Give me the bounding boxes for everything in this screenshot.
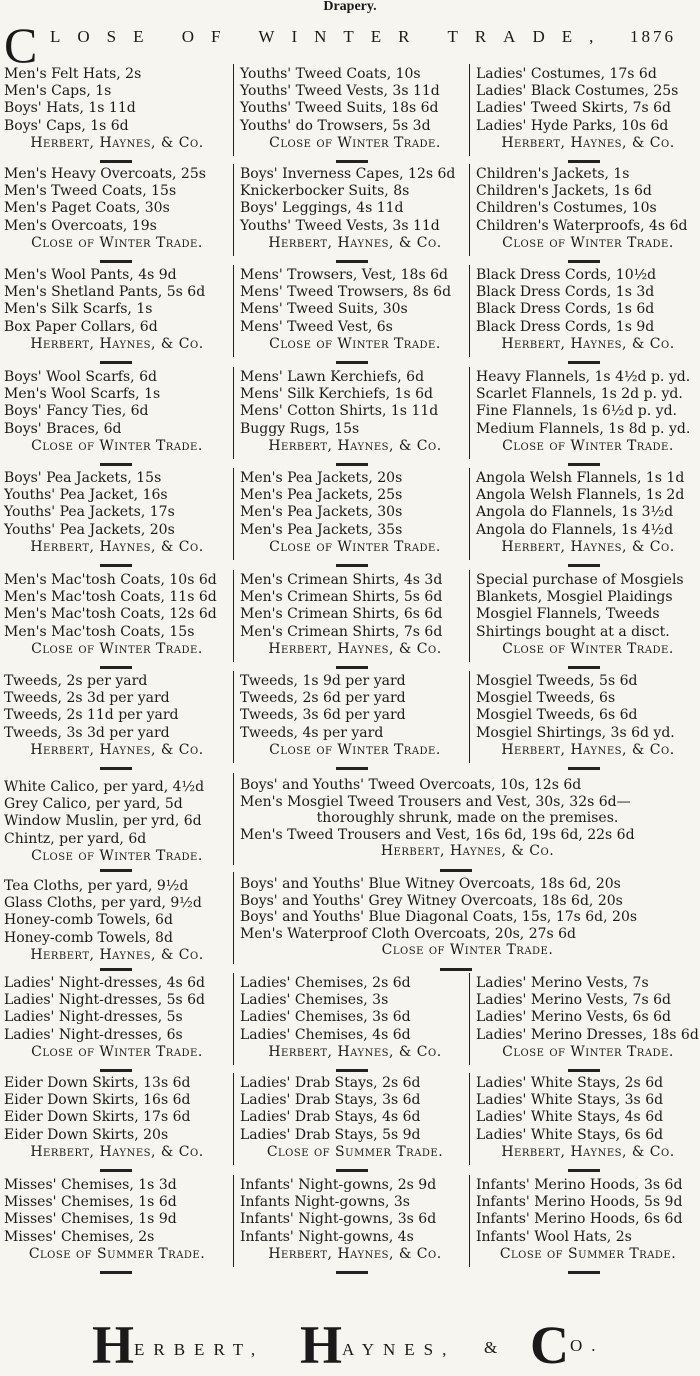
ad-block-rows-3-1-line: Herbert, Haynes, & Co. [268,437,442,454]
ad-block-rows-0-2-line: Ladies' Black Costumes, 25s [476,83,679,100]
ad-block-lower_rows-2-1 [240,1177,470,1263]
ad-block-rows-3-2 [476,369,700,455]
ad-block-rows-4-1 [240,470,470,556]
ad-block-rows-4-0-line: Boys' Pea Jackets, 15s [4,470,162,486]
wide-left-block-line: Glass Cloths, per yard, 9½d [4,895,202,912]
ad-block-rows-0-2-line: Ladies' Costumes, 17s 6d [476,66,657,82]
ad-block-rows-5-0 [4,572,230,658]
ad-block-rows-1-1-line: Youths' Tweed Vests, 3s 11d [240,217,440,234]
ad-block-lower_rows-0-1-line: Herbert, Haynes, & Co. [268,1043,442,1060]
ad-block-rows-5-2-line: Shirtings bought at a disct. [476,623,670,640]
ad-block-rows-4-2-line: Angola Welsh Flannels, 1s 1d [476,470,685,486]
ad-block-lower_rows-2-2-line: Infants' Merino Hoods, 3s 6d [476,1177,683,1193]
ad-block-rows-6-0 [4,673,230,759]
column-rule [233,468,234,560]
ad-block-rows-6-1-line: Tweeds, 4s per yard [240,724,384,741]
separator-dash [336,767,368,770]
column-rule [233,570,234,662]
ad-block-rows-0-0 [4,66,230,152]
ad-block-rows-0-1-line: Youths' do Trowsers, 5s 3d [240,117,431,134]
ad-block-rows-4-0-line: Youths' Pea Jackets, 20s [4,521,175,538]
wide-right-line: Boys' and Youths' Tweed Overcoats, 10s, 12s 6d [240,777,582,793]
wide-right-line: Men's Waterproof Cloth Overcoats, 20s, 27s 6d [240,925,577,942]
ad-block-rows-5-2-line: Close of Winter Trade. [502,640,674,657]
ad-block-rows-3-1-line: Buggy Rugs, 15s [240,420,360,437]
ad-block-rows-2-0-line: Men's Wool Pants, 4s 9d [4,267,177,283]
ad-block-rows-2-0 [4,267,230,353]
ad-block-rows-6-2-line: Mosgiel Tweeds, 5s 6d [476,673,638,689]
ad-block-rows-1-2-line: Children's Jackets, 1s 6d [476,183,652,200]
ad-block-lower_rows-1-1-line: Ladies' Drab Stays, 3s 6d [240,1092,421,1109]
separator-dash [100,666,132,669]
ad-block-rows-5-1-line: Men's Crimean Shirts, 7s 6d [240,623,443,640]
ad-block-lower_rows-0-1-line: Ladies' Chemises, 4s 6d [240,1026,411,1043]
separator-dash [568,1069,600,1072]
separator-dash [336,160,368,163]
wide-right-line: thoroughly shrunk, made on the premises. [316,810,619,826]
ad-block-rows-1-0-line: Men's Tweed Coats, 15s [4,183,177,200]
wide-left-block-line: Window Muslin, per yrd, 6d [4,813,202,830]
ad-block-rows-4-0 [4,470,230,556]
wide-right-block [240,777,695,860]
wide-left-block-line: Herbert, Haynes, & Co. [30,946,204,963]
ad-block-rows-1-0-line: Close of Winter Trade. [31,234,203,251]
ad-block-rows-2-1-line: Mens' Tweed Trowsers, 8s 6d [240,284,452,301]
column-rule [469,367,470,459]
separator-dash [568,463,600,466]
ad-block-rows-0-0-line: Men's Felt Hats, 2s [4,66,142,82]
separator-dash [336,361,368,364]
separator-dash [568,767,600,770]
separator-dash [100,767,132,770]
wide-right-line: Boys' and Youths' Blue Witney Overcoats, 18s 6d, 20s [240,876,621,892]
ad-block-rows-4-0-line: Youths' Pea Jacket, 16s [4,487,168,504]
ad-block-rows-6-0-line: Herbert, Haynes, & Co. [30,741,204,758]
footer-word-co: O. [570,1336,605,1355]
ad-block-lower_rows-1-2 [476,1075,700,1161]
ad-block-rows-1-0-line: Men's Heavy Overcoats, 25s [4,166,206,182]
ad-block-rows-4-1-line: Men's Pea Jackets, 20s [240,470,403,486]
ad-block-rows-6-0-line: Tweeds, 2s per yard [4,673,148,689]
ad-block-lower_rows-0-2-line: Ladies' Merino Vests, 7s [476,975,649,991]
ad-block-rows-3-0-line: Close of Winter Trade. [31,437,203,454]
column-rule [233,671,234,763]
ad-block-rows-2-2-line: Black Dress Cords, 1s 3d [476,284,655,301]
ad-block-lower_rows-2-2-line: Infants' Merino Hoods, 6s 6d [476,1211,683,1228]
separator-dash [568,160,600,163]
column-rule [233,872,234,964]
ad-block-lower_rows-1-2-line: Ladies' White Stays, 6s 6d [476,1126,664,1143]
footer-initial-c: C [530,1315,569,1375]
ad-block-rows-0-1-line: Youths' Tweed Coats, 10s [240,66,421,82]
wide-right-line: Boys' and Youths' Blue Diagonal Coats, 15s, 17s 6d, 20s [240,909,638,925]
ad-block-rows-5-1-line: Men's Crimean Shirts, 6s 6d [240,606,443,623]
ad-block-rows-1-2 [476,166,700,252]
ad-block-rows-1-1-line: Boys' Leggings, 4s 11d [240,200,404,217]
ad-block-rows-6-2-line: Mosgiel Shirtings, 3s 6d yd. [476,724,675,741]
ad-block-rows-1-0 [4,166,230,252]
ad-block-rows-5-2-line: Mosgiel Flannels, Tweeds [476,606,660,623]
column-rule [469,1175,470,1267]
ad-block-lower_rows-0-0-line: Ladies' Night-dresses, 5s 6d [4,992,206,1009]
ad-block-rows-2-0-line: Men's Shetland Pants, 5s 6d [4,284,206,301]
footer-word-herbert: ERBERT, [134,1340,265,1359]
ad-block-rows-5-0-line: Men's Mac'tosh Coats, 12s 6d [4,606,217,623]
footer-ampersand: & [484,1338,498,1357]
ad-block-rows-0-0-line: Herbert, Haynes, & Co. [30,134,204,151]
ad-block-rows-0-1 [240,66,470,152]
column-rule [469,973,470,1065]
ad-block-rows-6-2-line: Mosgiel Tweeds, 6s 6d [476,707,638,724]
footer-word-haynes: AYNES, [342,1340,456,1359]
ad-block-lower_rows-2-1-line: Infants' Night-gowns, 2s 9d [240,1177,437,1193]
ad-block-lower_rows-2-0-line: Misses' Chemises, 1s 6d [4,1194,177,1211]
ad-block-rows-4-1-line: Men's Pea Jackets, 25s [240,487,403,504]
ad-block-rows-3-0 [4,369,230,455]
wide-right-block [240,876,695,959]
ad-block-rows-2-1 [240,267,470,353]
ad-block-lower_rows-1-2-line: Ladies' White Stays, 3s 6d [476,1092,664,1109]
ad-block-rows-2-2 [476,267,700,353]
ad-block-rows-0-0-line: Men's Caps, 1s [4,83,112,100]
ad-block-lower_rows-0-1 [240,975,470,1061]
column-rule [233,265,234,357]
ad-block-rows-0-0-line: Boys' Hats, 1s 11d [4,100,136,117]
ad-block-lower_rows-2-0-line: Misses' Chemises, 1s 9d [4,1211,177,1228]
title-banner [0,14,700,73]
ad-block-lower_rows-0-0-line: Ladies' Night-dresses, 6s [4,1026,183,1043]
separator-dash [336,666,368,669]
ad-block-rows-1-2-line: Close of Winter Trade. [502,234,674,251]
ad-block-lower_rows-1-0-line: Herbert, Haynes, & Co. [30,1143,204,1160]
ad-block-lower_rows-0-1-line: Ladies' Chemises, 3s 6d [240,1009,411,1026]
ad-block-lower_rows-2-1-line: Infants' Night-gowns, 4s [240,1228,414,1245]
ad-block-rows-5-1-line: Men's Crimean Shirts, 5s 6d [240,589,443,606]
ad-block-rows-6-1-line: Tweeds, 2s 6d per yard [240,690,406,707]
ad-block-rows-6-2 [476,673,700,759]
ad-block-lower_rows-0-2-line: Ladies' Merino Vests, 6s 6d [476,1009,671,1026]
column-rule [469,570,470,662]
ad-block-rows-3-0-line: Boys' Fancy Ties, 6d [4,403,149,420]
ad-block-lower_rows-0-1-line: Ladies' Chemises, 2s 6d [240,975,411,991]
footer-initial-h1: H [92,1315,135,1375]
ad-block-rows-6-1 [240,673,470,759]
ad-block-rows-3-1 [240,369,470,455]
ad-block-rows-2-2-line: Black Dress Cords, 10½d [476,267,657,283]
ad-block-lower_rows-2-2-line: Infants' Merino Hoods, 5s 9d [476,1194,683,1211]
ad-block-rows-5-1-line: Herbert, Haynes, & Co. [268,640,442,657]
ad-block-rows-1-2-line: Children's Costumes, 10s [476,200,657,217]
column-rule [469,468,470,560]
ad-block-rows-0-0-line: Boys' Caps, 1s 6d [4,117,129,134]
ad-block-rows-4-2-line: Angola Welsh Flannels, 1s 2d [476,487,685,504]
wide-right-line: Men's Tweed Trousers and Vest, 16s 6d, 19s 6d, 22s 6d [240,826,635,843]
section-title: Drapery. [323,0,377,14]
ad-block-rows-4-2-line: Angola do Flannels, 1s 4½d [476,521,674,538]
separator-dash [100,968,132,971]
ad-block-rows-4-0-line: Youths' Pea Jackets, 17s [4,504,175,521]
ad-block-lower_rows-2-1-line: Infants' Night-gowns, 3s 6d [240,1211,437,1228]
ad-block-rows-5-0-line: Men's Mac'tosh Coats, 10s 6d [4,572,217,588]
separator-dash [568,1169,600,1172]
ad-block-lower_rows-2-0 [4,1177,230,1263]
separator-dash [100,1069,132,1072]
ad-block-rows-5-0-line: Men's Mac'tosh Coats, 15s [4,623,195,640]
separator-dash [100,869,132,872]
ad-block-rows-2-0-line: Box Paper Collars, 6d [4,318,158,335]
wide-left-block [4,779,230,865]
separator-dash [100,463,132,466]
separator-dash [568,666,600,669]
ad-block-rows-3-0-line: Boys' Braces, 6d [4,420,122,437]
ad-block-lower_rows-0-0-line: Ladies' Night-dresses, 5s [4,1009,183,1026]
ad-block-rows-3-2-line: Heavy Flannels, 1s 4½d p. yd. [476,369,691,385]
ad-block-lower_rows-2-0-line: Close of Summer Trade. [28,1245,206,1262]
ad-block-rows-6-1-line: Close of Winter Trade. [269,741,441,758]
ad-block-rows-0-1-line: Youths' Tweed Vests, 3s 11d [240,83,440,100]
ad-block-lower_rows-0-0-line: Close of Winter Trade. [31,1043,203,1060]
ad-block-rows-6-0-line: Tweeds, 2s 3d per yard [4,690,170,707]
ad-block-rows-6-0-line: Tweeds, 3s 3d per yard [4,724,170,741]
ad-block-lower_rows-0-2 [476,975,700,1061]
separator-dash [336,1069,368,1072]
ad-block-rows-4-1-line: Men's Pea Jackets, 35s [240,521,403,538]
column-rule [233,164,234,256]
ad-block-rows-1-0-line: Men's Overcoats, 19s [4,217,157,234]
ad-block-rows-5-1 [240,572,470,658]
ad-block-lower_rows-0-2-line: Ladies' Merino Dresses, 18s 6d [476,1026,699,1043]
ad-block-rows-5-0-line: Men's Mac'tosh Coats, 11s 6d [4,589,217,606]
ad-block-rows-3-0-line: Boys' Wool Scarfs, 6d [4,369,157,385]
footer-banner [0,1316,700,1376]
ad-block-rows-5-2-line: Blankets, Mosgiel Plaidings [476,589,673,606]
ad-block-rows-6-0-line: Tweeds, 2s 11d per yard [4,707,179,724]
column-rule [233,773,234,865]
separator-dash [440,869,472,872]
ad-block-rows-1-1-line: Herbert, Haynes, & Co. [268,234,442,251]
wide-left-block-line: Grey Calico, per yard, 5d [4,796,183,813]
column-rule [469,164,470,256]
ad-block-lower_rows-1-1 [240,1075,470,1161]
ad-block-rows-3-1-line: Mens' Lawn Kerchiefs, 6d [240,369,425,385]
column-rule [469,671,470,763]
column-rule [469,1073,470,1165]
column-rule [233,367,234,459]
ad-block-rows-2-1-line: Close of Winter Trade. [269,335,441,352]
separator-dash [568,260,600,263]
ad-block-rows-2-2-line: Herbert, Haynes, & Co. [501,335,675,352]
ad-block-rows-3-2-line: Medium Flannels, 1s 8d p. yd. [476,420,691,437]
ad-block-rows-2-1-line: Mens' Trowsers, Vest, 18s 6d [240,267,448,283]
separator-dash [336,260,368,263]
ad-block-lower_rows-2-0-line: Misses' Chemises, 1s 3d [4,1177,177,1193]
ad-block-rows-6-2-line: Mosgiel Tweeds, 6s [476,690,616,707]
ad-block-rows-2-0-line: Herbert, Haynes, & Co. [30,335,204,352]
separator-dash [568,361,600,364]
separator-dash [100,160,132,163]
column-rule [469,64,470,156]
ad-block-lower_rows-0-1-line: Ladies' Chemises, 3s [240,992,389,1009]
ad-block-rows-0-2-line: Ladies' Tweed Skirts, 7s 6d [476,100,672,117]
ad-block-lower_rows-1-0-line: Eider Down Skirts, 17s 6d [4,1109,191,1126]
ad-block-rows-1-2-line: Children's Jackets, 1s [476,166,630,182]
section-header [0,0,700,14]
separator-dash [440,968,472,971]
ad-block-lower_rows-1-0-line: Eider Down Skirts, 16s 6d [4,1092,191,1109]
wide-left-block-line: Honey-comb Towels, 6d [4,912,173,929]
ad-block-lower_rows-1-2-line: Ladies' White Stays, 2s 6d [476,1075,664,1091]
ad-block-rows-0-1-line: Close of Winter Trade. [269,134,441,151]
title-drop-cap: C [4,17,38,73]
ad-block-rows-6-2-line: Herbert, Haynes, & Co. [501,741,675,758]
ad-block-lower_rows-0-0-line: Ladies' Night-dresses, 4s 6d [4,975,206,991]
ad-block-rows-4-0-line: Herbert, Haynes, & Co. [30,538,204,555]
ad-block-lower_rows-1-0-line: Eider Down Skirts, 13s 6d [4,1075,191,1091]
ad-block-rows-0-2-line: Ladies' Hyde Parks, 10s 6d [476,117,669,134]
ad-block-rows-5-1-line: Men's Crimean Shirts, 4s 3d [240,572,443,588]
wide-left-block-line: Close of Winter Trade. [31,847,203,864]
ad-block-lower_rows-1-1-line: Close of Summer Trade. [266,1143,444,1160]
column-rule [233,64,234,156]
ad-block-rows-0-2-line: Herbert, Haynes, & Co. [501,134,675,151]
wide-left-block-line: White Calico, per yard, 4½d [4,779,205,795]
ad-block-lower_rows-1-2-line: Herbert, Haynes, & Co. [501,1143,675,1160]
separator-dash [568,564,600,567]
ad-block-lower_rows-1-1-line: Ladies' Drab Stays, 5s 9d [240,1126,421,1143]
ad-block-rows-4-1-line: Close of Winter Trade. [269,538,441,555]
ad-block-rows-2-0-line: Men's Silk Scarfs, 1s [4,301,153,318]
ad-block-lower_rows-2-2 [476,1177,700,1263]
ad-block-rows-5-2-line: Special purchase of Mosgiels [476,572,684,588]
separator-dash [336,1271,368,1274]
ad-block-rows-1-1 [240,166,470,252]
ad-block-lower_rows-2-2-line: Close of Summer Trade. [499,1245,677,1262]
ad-block-lower_rows-0-2-line: Ladies' Merino Vests, 7s 6d [476,992,671,1009]
ad-block-rows-1-1-line: Knickerbocker Suits, 8s [240,183,410,200]
title-text: LOSE OF WINTER TRADE, [50,27,611,46]
ad-block-lower_rows-1-2-line: Ladies' White Stays, 4s 6d [476,1109,664,1126]
ad-block-lower_rows-1-0-line: Eider Down Skirts, 20s [4,1126,169,1143]
ad-block-rows-4-2 [476,470,700,556]
separator-dash [100,361,132,364]
ad-block-rows-4-1-line: Men's Pea Jackets, 30s [240,504,403,521]
ad-block-rows-2-1-line: Mens' Tweed Suits, 30s [240,301,408,318]
wide-right-line: Herbert, Haynes, & Co. [380,843,555,859]
column-rule [233,973,234,1065]
ad-block-lower_rows-1-1-line: Ladies' Drab Stays, 2s 6d [240,1075,421,1091]
ad-block-rows-3-1-line: Mens' Cotton Shirts, 1s 11d [240,403,439,420]
ad-block-rows-3-0-line: Men's Wool Scarfs, 1s [4,386,161,403]
wide-right-line: Close of Winter Trade. [381,942,554,958]
column-rule [233,1073,234,1165]
wide-right-line: Boys' and Youths' Grey Witney Overcoats, 18s 6d, 20s [240,892,623,909]
ad-block-rows-3-1-line: Mens' Silk Kerchiefs, 1s 6d [240,386,433,403]
title-year: 1876 [630,27,676,46]
column-rule [469,265,470,357]
ad-block-lower_rows-2-2-line: Infants' Wool Hats, 2s [476,1228,632,1245]
ad-block-rows-0-1-line: Youths' Tweed Suits, 18s 6d [240,100,439,117]
separator-dash [100,1271,132,1274]
ad-block-rows-6-1-line: Tweeds, 3s 6d per yard [240,707,406,724]
separator-dash [100,564,132,567]
ad-block-lower_rows-1-0 [4,1075,230,1161]
ad-block-lower_rows-2-0-line: Misses' Chemises, 2s [4,1228,155,1245]
ad-block-rows-1-0-line: Men's Paget Coats, 30s [4,200,170,217]
wide-left-block [4,878,230,964]
column-rule [233,1175,234,1267]
ad-block-rows-3-2-line: Scarlet Flannels, 1s 2d p. yd. [476,386,683,403]
ad-block-lower_rows-2-1-line: Infants Night-gowns, 3s [240,1194,410,1211]
footer-initial-h2: H [300,1315,343,1375]
ad-block-rows-2-1-line: Mens' Tweed Vest, 6s [240,318,393,335]
separator-dash [568,1271,600,1274]
ad-block-rows-4-2-line: Herbert, Haynes, & Co. [501,538,675,555]
separator-dash [100,260,132,263]
ad-block-rows-5-2 [476,572,700,658]
ad-block-rows-6-1-line: Tweeds, 1s 9d per yard [240,673,406,689]
ad-block-rows-2-2-line: Black Dress Cords, 1s 6d [476,301,655,318]
ad-block-rows-0-2 [476,66,700,152]
ad-block-rows-5-0-line: Close of Winter Trade. [31,640,203,657]
ad-block-rows-4-2-line: Angola do Flannels, 1s 3½d [476,504,674,521]
wide-left-block-line: Honey-comb Towels, 8d [4,929,173,946]
ad-block-lower_rows-0-2-line: Close of Winter Trade. [502,1043,674,1060]
separator-dash [336,1169,368,1172]
wide-left-block-line: Tea Cloths, per yard, 9½d [4,878,189,894]
ad-block-rows-3-2-line: Close of Winter Trade. [502,437,674,454]
wide-left-block-line: Chintz, per yard, 6d [4,830,147,847]
ad-block-rows-1-2-line: Children's Waterproofs, 4s 6d [476,217,688,234]
ad-block-lower_rows-0-0 [4,975,230,1061]
separator-dash [336,463,368,466]
separator-dash [100,1169,132,1172]
ad-block-rows-2-2-line: Black Dress Cords, 1s 9d [476,318,655,335]
ad-block-rows-1-1-line: Boys' Inverness Capes, 12s 6d [240,166,456,182]
separator-dash [336,564,368,567]
ad-block-lower_rows-2-1-line: Herbert, Haynes, & Co. [268,1245,442,1262]
ad-block-lower_rows-1-1-line: Ladies' Drab Stays, 4s 6d [240,1109,421,1126]
ad-block-rows-3-2-line: Fine Flannels, 1s 6½d p. yd. [476,403,677,420]
wide-right-line: Men's Mosgiel Tweed Trousers and Vest, 30s, 32s 6d— [240,793,631,810]
